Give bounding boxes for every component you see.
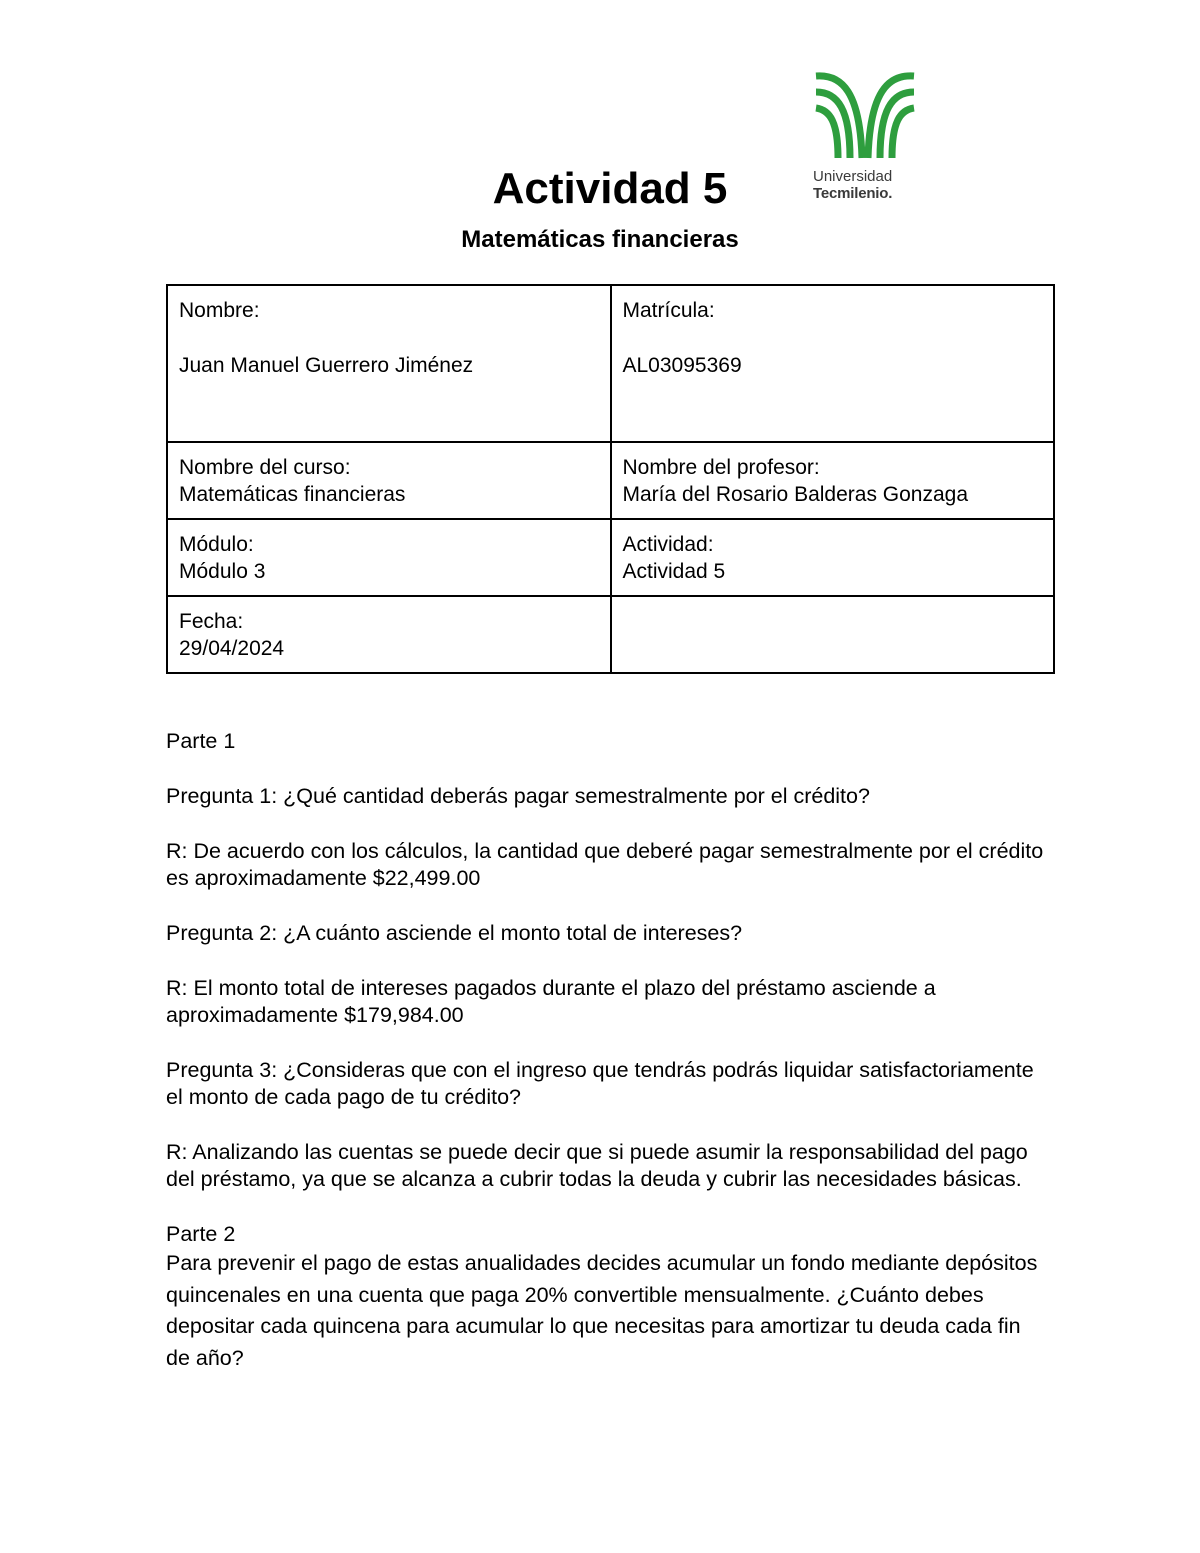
table-row — [167, 285, 1054, 442]
info-table — [166, 284, 1055, 674]
modulo-label: Módulo: — [179, 533, 254, 556]
matricula-label: Matrícula: — [622, 299, 715, 322]
answer-3: R: Analizando las cuentas se puede decir que si puede asumir la responsabilidad del pago del préstamo, ya que se alcanza a cubrir todas la deuda y cubrir las necesidades básicas. — [166, 1140, 1028, 1191]
curso-value: Matemáticas financieras — [179, 483, 406, 506]
matricula-cell — [611, 285, 1055, 442]
modulo-cell — [167, 519, 611, 596]
table-row — [167, 442, 1054, 519]
actividad-value: Actividad 5 — [622, 560, 726, 583]
logo-line-tecmilenio: Tecmilenio. — [813, 185, 893, 202]
nombre-cell — [167, 285, 611, 442]
parte2-heading: Parte 2 — [166, 1222, 236, 1246]
fecha-label: Fecha: — [179, 610, 244, 633]
nombre-value: Juan Manuel Guerrero Jiménez — [179, 354, 474, 377]
page-subtitle: Matemáticas financieras — [461, 226, 739, 253]
curso-cell — [167, 442, 611, 519]
logo-line-university: Universidad — [813, 168, 893, 185]
nombre-label: Nombre: — [179, 299, 260, 322]
profesor-label: Nombre del profesor: — [622, 456, 820, 479]
table-row — [167, 596, 1054, 673]
question-2: Pregunta 2: ¿A cuánto asciende el monto total de intereses? — [166, 921, 743, 945]
fecha-cell — [167, 596, 611, 673]
page-title: Actividad 5 — [492, 164, 728, 213]
question-3: Pregunta 3: ¿Consideras que con el ingreso que tendrás podrás liquidar satisfactoriamente el monto de cada pago de tu crédito? — [166, 1058, 1034, 1109]
table-row — [167, 519, 1054, 596]
actividad-label: Actividad: — [622, 533, 714, 556]
empty-cell — [611, 596, 1055, 673]
answer-2: R: El monto total de intereses pagados durante el plazo del préstamo asciende a aproximadamente $179,984.00 — [166, 976, 936, 1027]
answer-1: R: De acuerdo con los cálculos, la cantidad que deberé pagar semestralmente por el crédito es aproximadamente $22,499.00 — [166, 839, 1044, 890]
modulo-value: Módulo 3 — [179, 560, 266, 583]
profesor-value: María del Rosario Balderas Gonzaga — [622, 483, 969, 506]
curso-label: Nombre del curso: — [179, 456, 351, 479]
actividad-cell — [611, 519, 1055, 596]
matricula-value: AL03095369 — [622, 354, 742, 377]
fecha-value: 29/04/2024 — [179, 637, 285, 660]
profesor-cell — [611, 442, 1055, 519]
parte1-heading: Parte 1 — [166, 729, 236, 753]
document-body — [166, 728, 1046, 1374]
tecmilenio-logo-icon — [812, 70, 918, 162]
question-1: Pregunta 1: ¿Qué cantidad deberás pagar semestralmente por el crédito? — [166, 784, 870, 808]
parte2-text: Para prevenir el pago de estas anualidades decides acumular un fondo mediante depósitos quincenales en una cuenta que paga 20% convertible mensualmente. ¿Cuánto debes depositar cada quincena para acumular lo que necesitas para amortizar tu deuda cada fin de año? — [166, 1251, 1038, 1370]
